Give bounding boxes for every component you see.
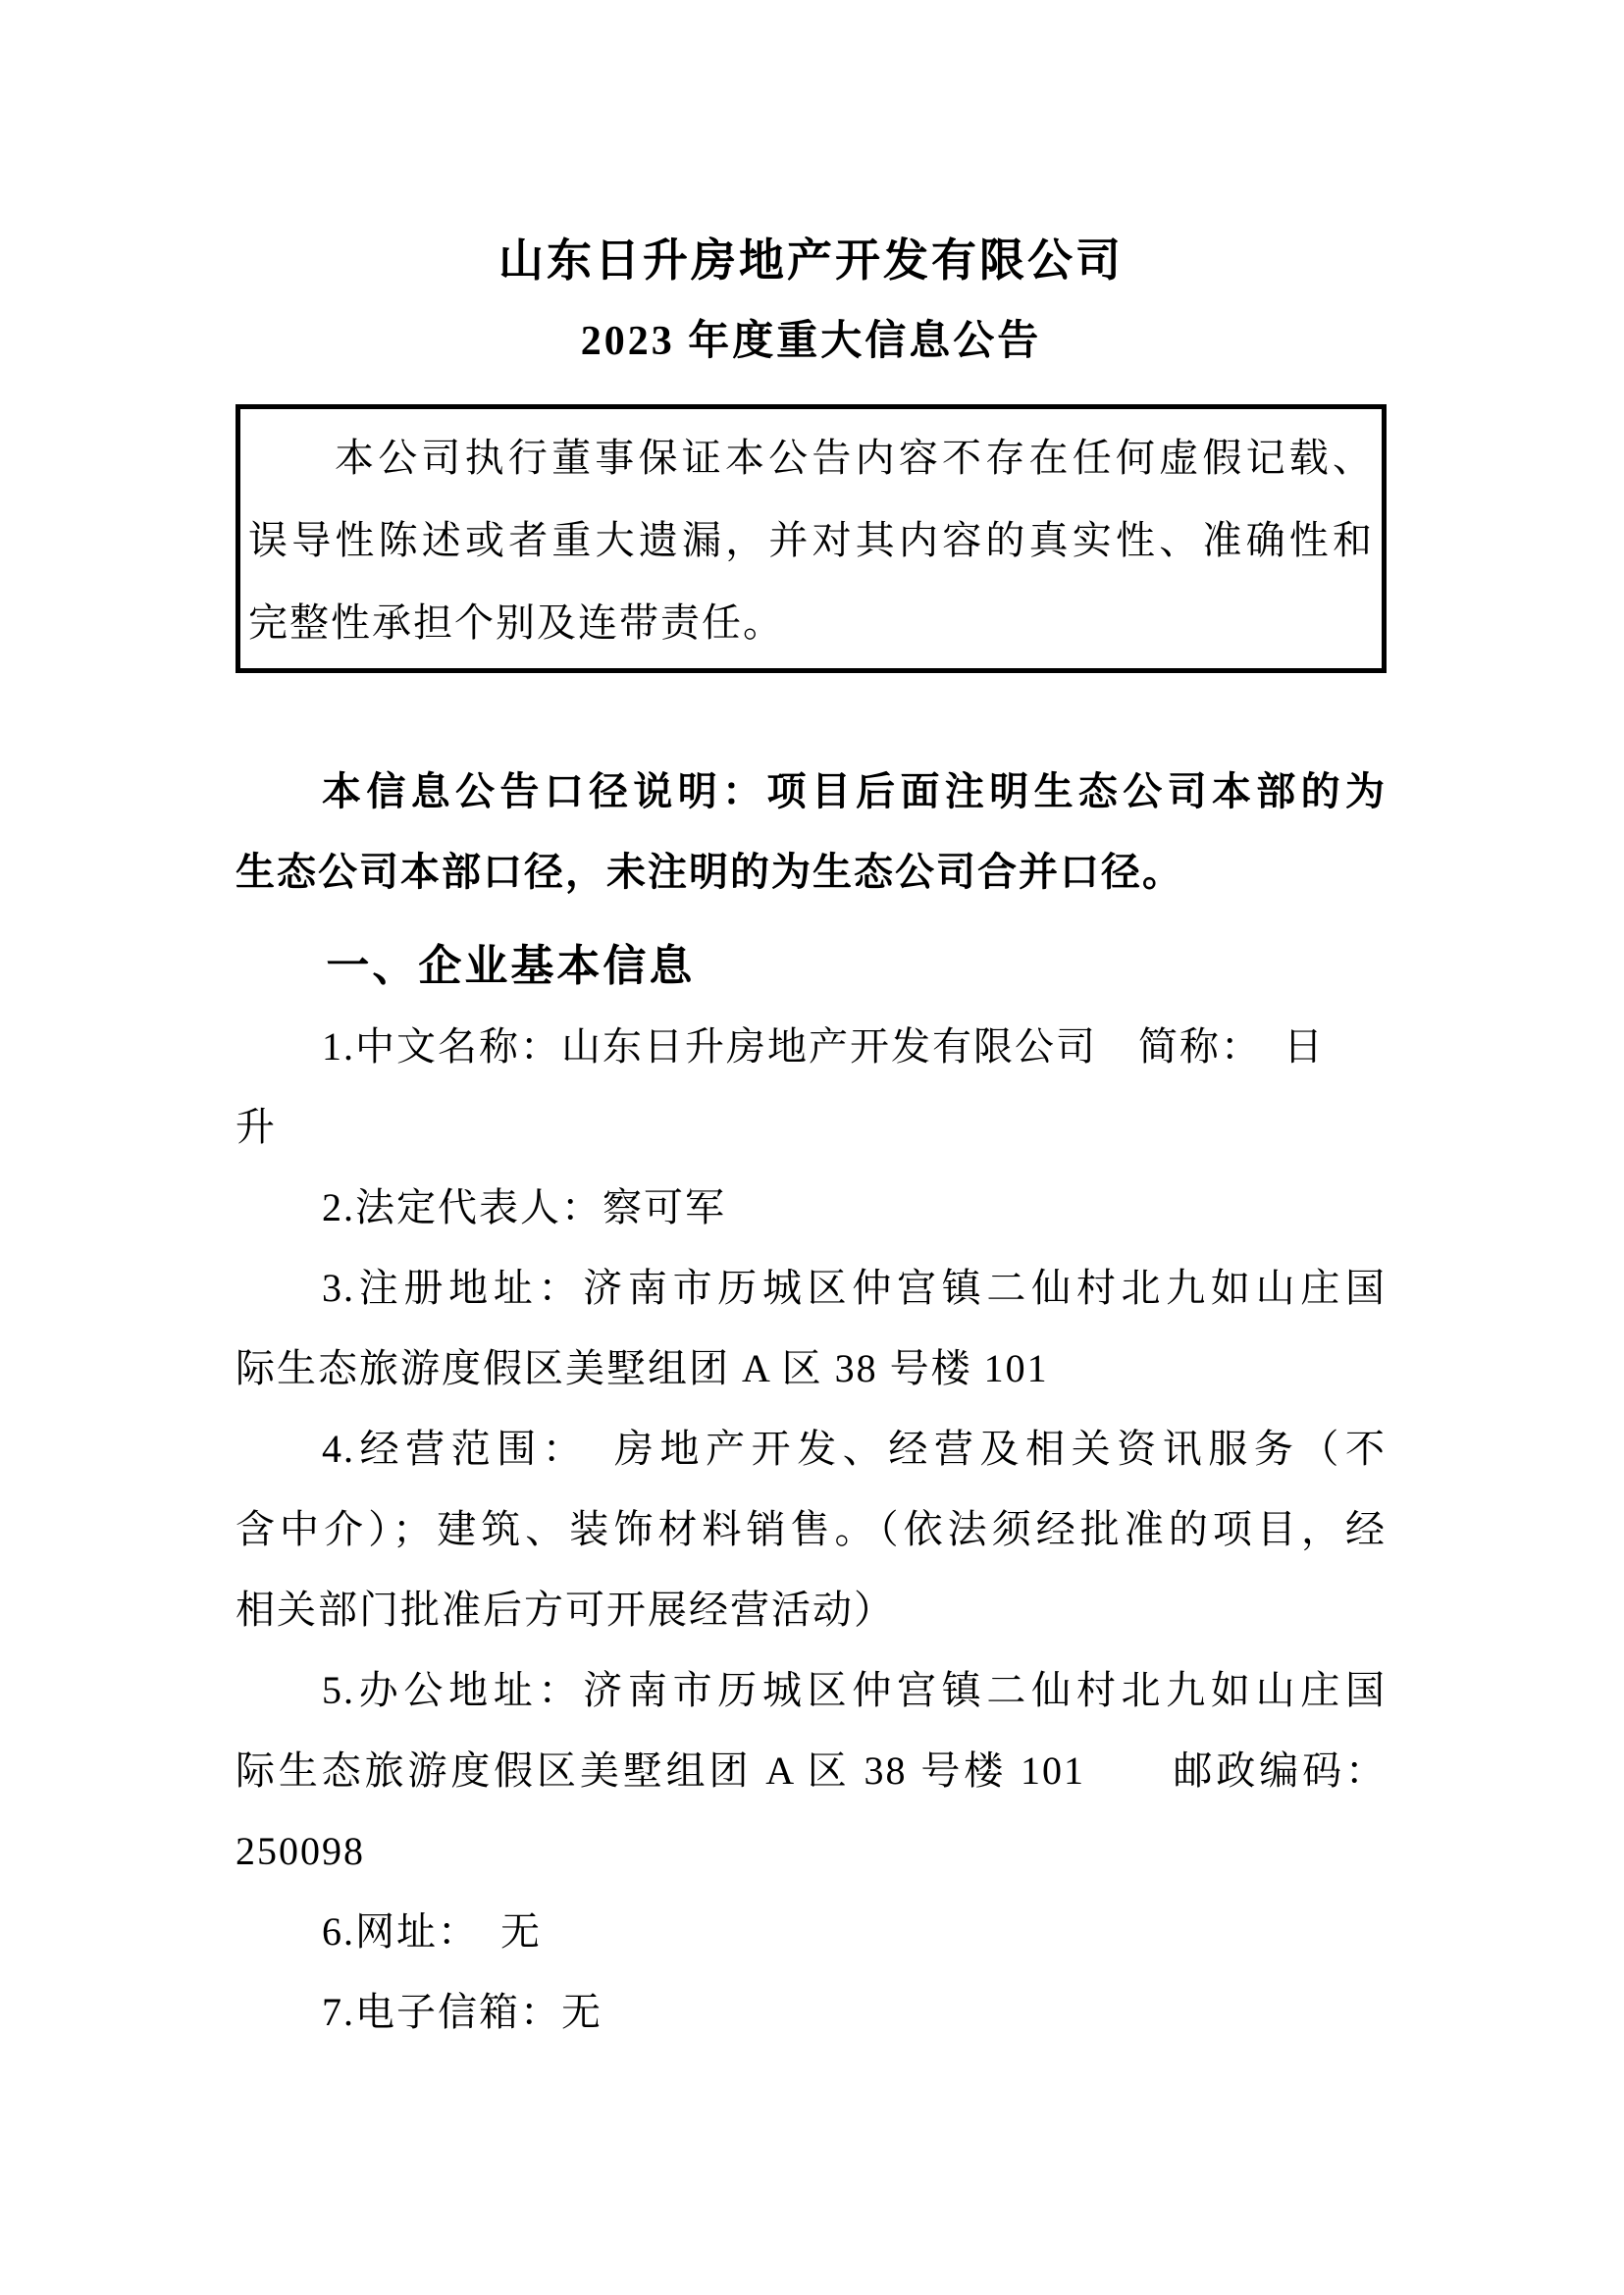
section-heading-basic-info: 一、企业基本信息 [326, 942, 696, 990]
item-website: 6.网址： 无 [322, 1909, 542, 1954]
document-title: 山东日升房地产开发有限公司 [498, 235, 1124, 286]
item-registered-address-line-1: 3.注册地址：济南市历城区仲宫镇二仙村北九如山庄国 [322, 1266, 1387, 1310]
disclaimer-line-1: 本公司执行董事保证本公告内容不存在任何虚假记载、 [335, 436, 1374, 480]
disclaimer-box [236, 404, 1387, 673]
caliber-note-line-2: 生态公司本部口径，未注明的为生态公司合并口径。 [236, 850, 1183, 894]
disclaimer-line-3: 完整性承担个别及连带责任。 [248, 600, 784, 645]
item-business-scope-line-3: 相关部门批准后方可开展经营活动） [236, 1588, 895, 1632]
item-chinese-name-line-1: 1.中文名称：山东日升房地产开发有限公司 简称： 日 [322, 1024, 1325, 1069]
item-office-address-line-2: 际生态旅游度假区美墅组团 A 区 38 号楼 101 邮政编码： [236, 1748, 1387, 1793]
disclaimer-line-2: 误导性陈述或者重大遗漏，并对其内容的真实性、准确性和 [248, 518, 1374, 562]
item-office-address-line-3: 250098 [236, 1829, 365, 1873]
document-subtitle: 2023 年度重大信息公告 [580, 319, 1042, 364]
item-chinese-name-line-2: 升 [236, 1105, 277, 1149]
caliber-note-line-1: 本信息公告口径说明：项目后面注明生态公司本部的为 [322, 769, 1387, 813]
item-email: 7.电子信箱：无 [322, 1990, 602, 2034]
item-registered-address-line-2: 际生态旅游度假区美墅组团 A 区 38 号楼 101 [236, 1346, 1049, 1390]
document-body [236, 752, 1387, 2053]
item-business-scope-line-2: 含中介）；建筑、装饰材料销售。（依法须经批准的项目，经 [236, 1507, 1387, 1551]
item-office-address-line-1: 5.办公地址：济南市历城区仲宫镇二仙村北九如山庄国 [322, 1668, 1387, 1712]
item-legal-representative: 2.法定代表人：察可军 [322, 1185, 726, 1229]
item-business-scope-line-1: 4.经营范围： 房地产开发、经营及相关资讯服务（不 [322, 1427, 1387, 1471]
